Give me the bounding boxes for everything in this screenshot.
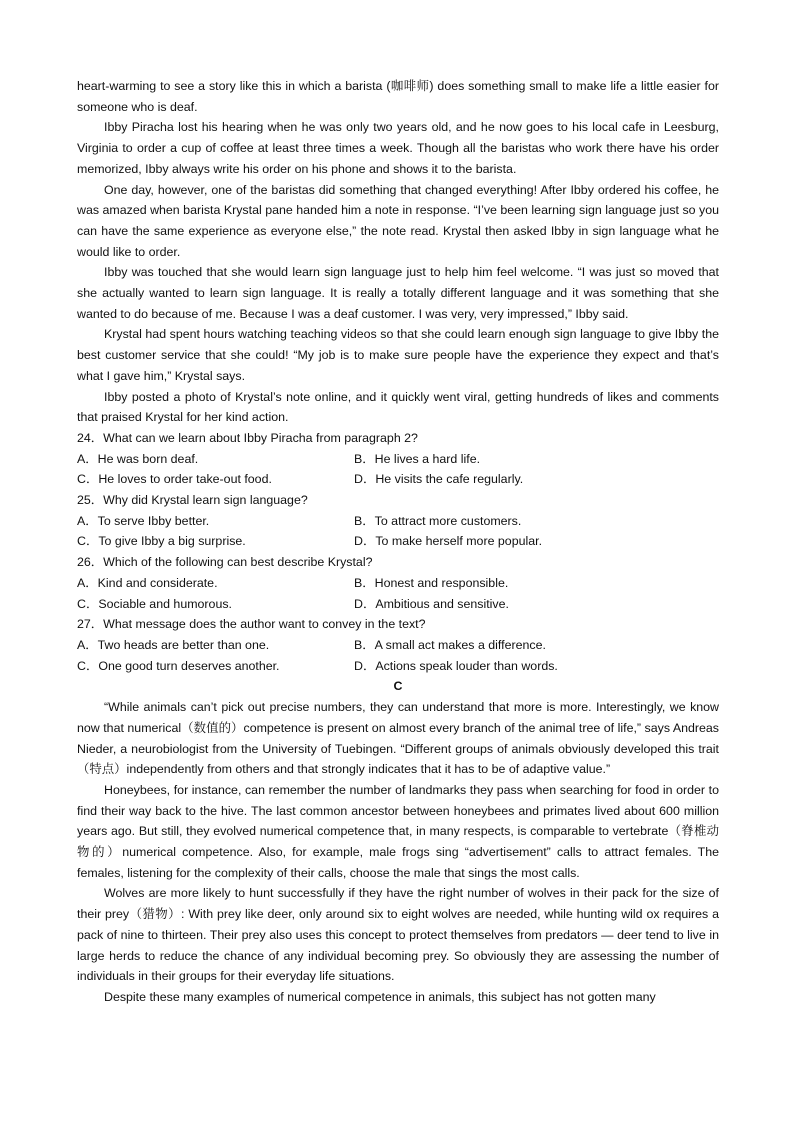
question-26: [77, 552, 719, 614]
passage-b-paragraph: Ibby was touched that she would learn sign language just to help him feel welcome. “I was just so moved that she actually wanted to learn sign language. It is really a totally different language and it was something that she wanted to do because of me. Because I was a deaf customer. I was very, very impressed,” Ibby said.: [77, 265, 719, 321]
question-25: [77, 490, 719, 552]
question-24: [77, 428, 719, 490]
option-c: C．Sociable and humorous.: [77, 596, 232, 611]
question-options: [77, 635, 719, 676]
passage-b-paragraph: heart-warming to see a story like this in which a barista (咖啡师) does something small to make life a little easier for someone who is deaf.: [77, 79, 719, 114]
question-stem: 24．What can we learn about Ibby Piracha from paragraph 2?: [77, 430, 418, 445]
passage-b-paragraph: Krystal had spent hours watching teaching videos so that she could learn enough sign language to give Ibby the best customer service that she could! “My job is to make sure people have the experience they expect and that’s what I gave him,” Krystal says.: [77, 327, 719, 383]
option-b: B．To attract more customers.: [354, 513, 522, 528]
question-stem: 25．Why did Krystal learn sign language?: [77, 493, 308, 508]
option-a: A．Kind and considerate.: [77, 575, 218, 590]
passage-b-paragraph: Ibby Piracha lost his hearing when he was only two years old, and he now goes to his local cafe in Leesburg, Virginia to order a cup of coffee at least three times a week. Though all the baristas who work there have his order memorized, Ibby always write his order on his phone and shows it to the barista.: [77, 120, 719, 176]
option-a: A．Two heads are better than one.: [77, 637, 270, 652]
option-d: D．Ambitious and sensitive.: [354, 596, 509, 611]
option-d: D．He visits the cafe regularly.: [354, 472, 524, 487]
option-c: C．One good turn deserves another.: [77, 658, 280, 673]
option-b: B．A small act makes a difference.: [354, 637, 546, 652]
document-page: [77, 76, 719, 1008]
option-c: C．He loves to order take-out food.: [77, 472, 272, 487]
question-options: [77, 573, 719, 614]
question-stem: 26．Which of the following can best describe Krystal?: [77, 555, 373, 570]
passage-c-paragraph: Wolves are more likely to hunt successfully if they have the right number of wolves in their pack for the size of their prey（猎物）: With prey like deer, only around six to eight wolves are needed, while hunting wild ox requires a pack of nine to thirteen. Their prey also uses this concept to protect themselves from predators — deer tend to live in large herds to reduce the chance of any individual becoming prey. So obviously they are assessing the number of individuals in their groups for their everyday life situations.: [77, 886, 719, 984]
question-options: [77, 449, 719, 490]
question-stem: 27．What message does the author want to convey in the text?: [77, 617, 426, 632]
passage-b-paragraph: One day, however, one of the baristas did something that changed everything! After Ibby ordered his coffee, he was amazed when barista Krystal pane handed him a note in response. “I’ve been learning sign language just so you can have the same experience as everyone else,” the note read. Krystal then asked Ibby in sign language what he would like to order.: [77, 182, 719, 259]
option-a: A．To serve Ibby better.: [77, 513, 210, 528]
passage-c-paragraph: Despite these many examples of numerical competence in animals, this subject has not gotten many: [104, 989, 656, 1004]
option-c: C．To give Ibby a big surprise.: [77, 534, 246, 549]
option-b: B．Honest and responsible.: [354, 575, 509, 590]
option-d: D．To make herself more popular.: [354, 534, 543, 549]
option-a: A．He was born deaf.: [77, 451, 199, 466]
section-heading: C: [393, 679, 403, 694]
question-27: [77, 614, 719, 676]
question-options: [77, 511, 719, 552]
passage-c-paragraph: Honeybees, for instance, can remember the number of landmarks they pass when searching for food in order to find their way back to the hive. The last common ancestor between honeybees and primates lived about 600 million years ago. But still, they evolved numerical competence that, in many respects, is comparable to vertebrate（脊椎动物的）numerical competence. Also, for example, male frogs sing “advertisement” calls to attract females. The females, listening for the complexity of their calls, choose the male that sings the most calls.: [77, 782, 719, 880]
passage-b-paragraph: Ibby posted a photo of Krystal’s note online, and it quickly went viral, getting hundreds of likes and comments that praised Krystal for her kind action.: [77, 389, 719, 425]
option-b: B．He lives a hard life.: [354, 451, 481, 466]
passage-c-paragraph: “While animals can’t pick out precise numbers, they can understand that more is more. Interestingly, we know now that numerical（数值的）competence is present on almost every branch of the animal tree of life,” says Andreas Nieder, a neurobiologist from the University of Tuebingen. “Different groups of animals obviously developed this trait（特点）independently from others and that strongly indicates that it has to be of adaptive value.”: [77, 700, 719, 777]
option-d: D．Actions speak louder than words.: [354, 658, 558, 673]
